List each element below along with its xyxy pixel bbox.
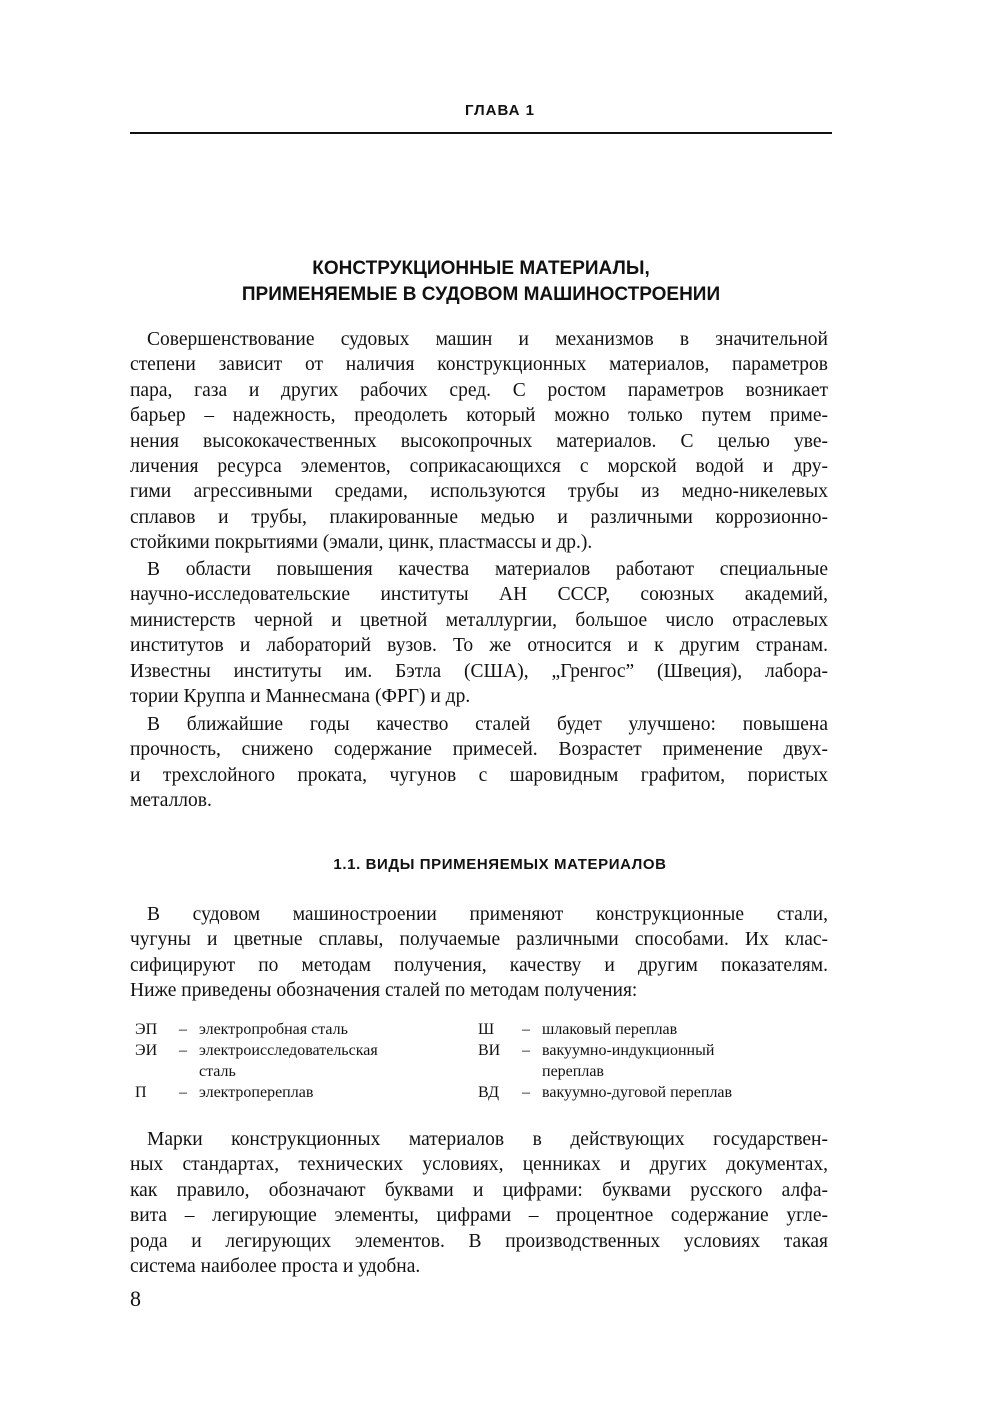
abbreviation-item: [478, 1061, 732, 1082]
paragraph: [130, 557, 828, 709]
paragraph-line: научно-исследовательские институты АН СССР, союзных академий,: [130, 584, 828, 606]
paragraph: [130, 902, 828, 1004]
abbreviation-code: ВД: [478, 1084, 499, 1101]
abbreviation-meaning: электропробная сталь: [199, 1021, 348, 1038]
paragraph-line: как правило, обозначают буквами и цифрами: буквами русского алфа-: [130, 1179, 828, 1201]
abbreviation-meaning: электропереплав: [199, 1084, 314, 1101]
paragraph-line: вита – легирующие элементы, цифрами – процентное содержание угле-: [130, 1205, 828, 1227]
paragraph-line: В судовом машиностроении применяют конструкционные стали,: [147, 904, 828, 925]
abbreviation-code: [135, 1061, 179, 1082]
abbreviation-dash: –: [522, 1042, 530, 1059]
abbreviation-list-right: [478, 1019, 732, 1103]
paragraph: [130, 327, 828, 556]
paragraph: [130, 1127, 828, 1279]
abbreviation-code: [478, 1061, 522, 1082]
paragraph-line: Совершенствование судовых машин и механизмов в значительной: [147, 329, 828, 350]
paragraph-line: В ближайшие годы качество сталей будет улучшено: повышена: [147, 714, 828, 735]
abbreviation-item: [135, 1061, 378, 1082]
paragraph-line: металлов.: [130, 790, 212, 812]
paragraph-line: и трехслойного проката, чугунов с шаровидным графитом, пористых: [130, 764, 828, 786]
abbreviation-meaning: вакуумно-индукционный: [542, 1042, 715, 1059]
paragraph-line: система наиболее проста и удобна.: [130, 1256, 421, 1278]
abbreviation-code: ЭП: [135, 1021, 158, 1038]
abbreviation-dash: [522, 1061, 542, 1082]
abbreviation-meaning: электроисследовательская: [199, 1042, 378, 1059]
paragraph-line: ных стандартах, технических условиях, ценниках и других документах,: [130, 1154, 828, 1176]
abbreviation-dash: –: [522, 1084, 530, 1101]
section-heading: 1.1. ВИДЫ ПРИМЕНЯЕМЫХ МАТЕРИАЛОВ: [333, 856, 667, 873]
paragraph-line: пара, газа и других рабочих сред. С ростом параметров возникает: [130, 379, 828, 401]
abbreviation-item: [135, 1019, 378, 1040]
paragraph-line: министерств черной и цветной металлургии, большое число отраслевых: [130, 609, 828, 631]
paragraph-line: прочность, снижено содержание примесей. Возрастет применение двух-: [130, 739, 828, 761]
abbreviation-meaning: вакуумно-дуговой переплав: [542, 1084, 733, 1101]
abbreviation-code: ВИ: [478, 1042, 501, 1059]
paragraph-line: Марки конструкционных материалов в действующих государствен-: [147, 1129, 828, 1150]
chapter-header: ГЛАВА 1: [465, 102, 535, 119]
abbreviation-item: [478, 1019, 732, 1040]
abbreviation-item: [135, 1082, 378, 1103]
chapter-title-line: ПРИМЕНЯЕМЫЕ В СУДОВОМ МАШИНОСТРОЕНИИ: [241, 284, 721, 305]
paragraph-line: гими агрессивными средами, используются трубы из медно-никелевых: [130, 481, 828, 503]
abbreviation-dash: –: [179, 1021, 187, 1038]
paragraph-line: степени зависит от наличия конструкционных материалов, параметров: [130, 354, 828, 376]
paragraph-line: Ниже приведены обозначения сталей по методам получения:: [130, 980, 638, 1002]
page-number: 8: [130, 1286, 141, 1311]
abbreviation-item: [478, 1040, 732, 1061]
paragraph-line: институтов и лабораторий вузов. То же относится и к другим странам.: [130, 635, 828, 657]
paragraph-line: личения ресурса элементов, соприкасающихся с морской водой и дру-: [130, 456, 828, 478]
abbreviation-item: [478, 1082, 732, 1103]
paragraph-line: В области повышения качества материалов работают специальные: [147, 559, 828, 580]
abbreviation-code: П: [135, 1084, 147, 1101]
paragraph-line: стойкими покрытиями (эмали, цинк, пластмассы и др.).: [130, 532, 593, 554]
abbreviation-dash: –: [522, 1021, 530, 1038]
abbreviation-list-left: [135, 1019, 378, 1103]
abbreviation-dash: –: [179, 1084, 187, 1101]
paragraph-line: тории Круппа и Маннесмана (ФРГ) и др.: [130, 686, 471, 708]
chapter-title: [130, 256, 832, 308]
paragraph-line: рода и легирующих элементов. В производственных условиях такая: [130, 1230, 828, 1252]
chapter-title-line: КОНСТРУКЦИОННЫЕ МАТЕРИАЛЫ,: [312, 258, 650, 279]
paragraph-line: сплавов и трубы, плакированные медью и различными коррозионно-: [130, 506, 828, 528]
paragraph-line: Известны институты им. Бэтла (США), „Гренгос” (Швеция), лабора-: [130, 660, 828, 682]
abbreviation-item: [135, 1040, 378, 1061]
paragraph: [130, 712, 828, 814]
abbreviation-code: ЭИ: [135, 1042, 158, 1059]
abbreviation-dash: –: [179, 1042, 187, 1059]
abbreviation-code: Ш: [478, 1021, 495, 1038]
header-rule: [130, 132, 832, 134]
paragraph-line: чугуны и цветные сплавы, получаемые различными способами. Их клас-: [130, 929, 828, 951]
abbreviation-dash: [179, 1061, 199, 1082]
abbreviation-meaning: шлаковый переплав: [542, 1021, 678, 1038]
abbreviation-meaning: сталь: [199, 1063, 236, 1080]
paragraph-line: нения высококачественных высокопрочных материалов. С целью уве-: [130, 430, 828, 452]
abbreviation-meaning: переплав: [542, 1063, 604, 1080]
paragraph-line: барьер – надежность, преодолеть который можно только путем приме-: [130, 405, 828, 427]
paragraph-line: сифицируют по методам получения, качеству и другим показателям.: [130, 954, 828, 976]
